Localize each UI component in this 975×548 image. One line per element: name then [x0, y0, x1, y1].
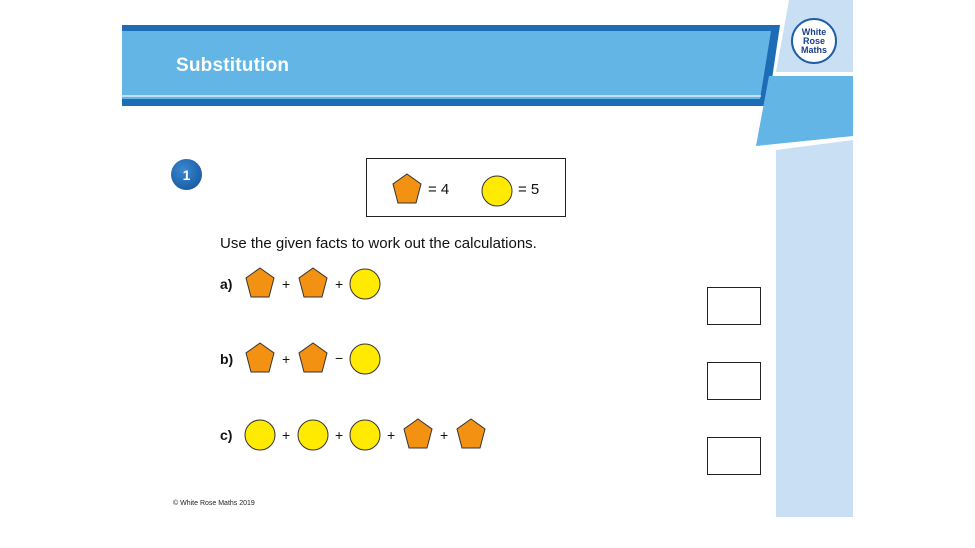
page-title: Substitution: [176, 55, 290, 76]
operator: +: [335, 276, 344, 292]
logo-text: White Rose Maths: [800, 26, 827, 55]
circle-value: = 5: [518, 181, 540, 198]
circle-icon: [296, 418, 330, 452]
copyright-footer: © White Rose Maths 2019: [173, 500, 255, 507]
side-panel: [776, 140, 853, 517]
pentagon-icon: [296, 266, 330, 300]
white-rose-maths-logo: [791, 18, 837, 64]
pentagon-icon: [243, 341, 277, 375]
instruction-text: Use the given facts to work out the calculations.: [220, 235, 537, 252]
answer-box-c[interactable]: [707, 437, 761, 475]
pentagon-icon: [454, 417, 488, 451]
operator: +: [387, 427, 396, 443]
circle-icon: [348, 418, 382, 452]
operator: +: [335, 427, 344, 443]
operator: +: [282, 276, 291, 292]
circle-icon: [348, 342, 382, 376]
answer-box-b[interactable]: [707, 362, 761, 400]
operator: +: [282, 351, 291, 367]
part-c-label: c): [220, 427, 233, 443]
circle-icon: [243, 418, 277, 452]
operator: +: [440, 427, 449, 443]
pentagon-icon: [401, 417, 435, 451]
circle-icon: [348, 267, 382, 301]
pentagon-icon: [243, 266, 277, 300]
side-wedge: [756, 76, 853, 146]
operator: +: [282, 427, 291, 443]
part-b-label: b): [220, 351, 234, 367]
circle-icon: [480, 174, 514, 208]
pentagon-icon: [296, 341, 330, 375]
question-number-badge: 1: [171, 159, 202, 190]
operator: −: [335, 350, 344, 366]
pentagon-icon: [390, 172, 424, 206]
answer-box-a[interactable]: [707, 287, 761, 325]
pentagon-value: = 4: [428, 181, 450, 198]
part-a-label: a): [220, 276, 233, 292]
